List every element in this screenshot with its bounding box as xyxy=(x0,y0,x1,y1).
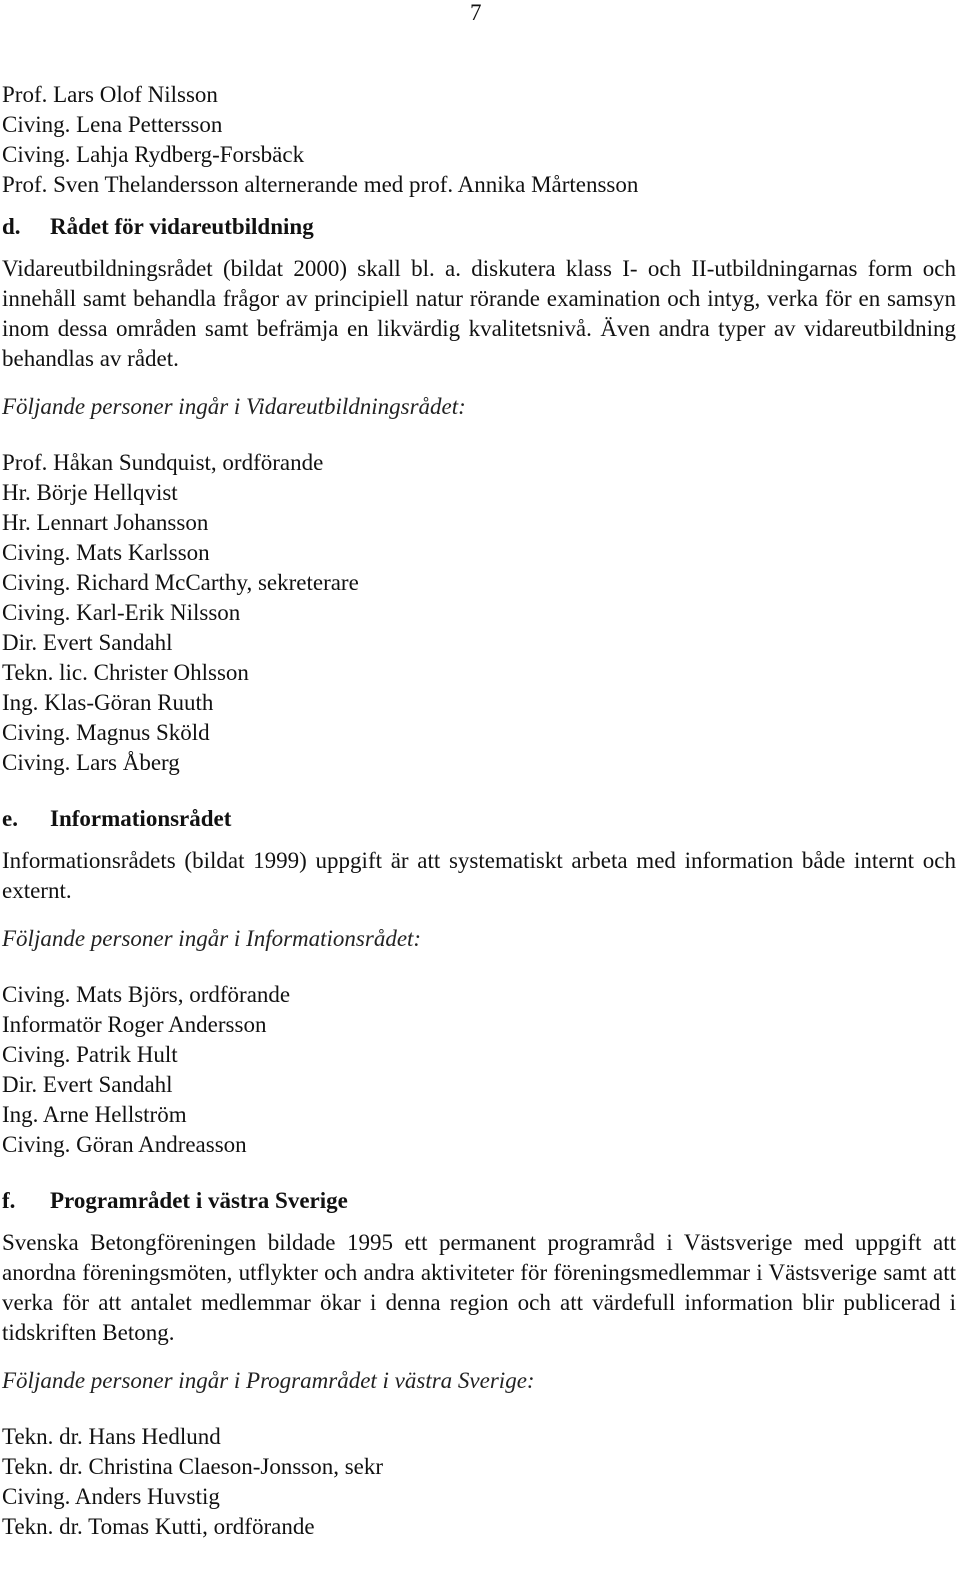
section-f-intro: Följande personer ingår i Programrådet i västra Sverige: xyxy=(2,1368,535,1393)
list-item: Ing. Klas-Göran Ruuth xyxy=(2,690,214,715)
section-letter: e. xyxy=(2,806,18,831)
section-d-body: Vidareutbildningsrådet (bildat 2000) skall bl. a. diskutera klass I- och II-utbildningarnas form och innehåll samt behandla frågor av principiell natur rörande examination och intyg, verka för en samsyn inom dessa områden samt befrämja en likvärdig kvalitetsnivå. Även andra typer av vidareutbildning behandlas av rådet. xyxy=(2,256,956,371)
list-item: Dir. Evert Sandahl xyxy=(2,1072,173,1097)
section-title: Informationsrådet xyxy=(50,806,232,831)
document-body xyxy=(2,80,956,1542)
section-f-body: Svenska Betongföreningen bildade 1995 ett permanent programråd i Västsverige med uppgift att anordna föreningsmöten, utflykter och andra aktiviteter för föreningsmedlemmar i Västsverige samt att verka för att antalet medlemmar ökar i denna region och att värdefull information blir publicerad i tidskriften Betong. xyxy=(2,1230,956,1345)
list-item: Civing. Lahja Rydberg-Forsbäck xyxy=(2,142,305,167)
section-f-heading xyxy=(2,1186,956,1216)
list-item: Tekn. dr. Tomas Kutti, ordförande xyxy=(2,1514,315,1539)
list-item: Civing. Karl-Erik Nilsson xyxy=(2,600,241,625)
section-title: Programrådet i västra Sverige xyxy=(50,1188,348,1213)
section-d-heading xyxy=(2,212,956,242)
list-item: Civing. Lars Åberg xyxy=(2,750,180,775)
page-number: 7 xyxy=(470,0,482,25)
section-e-intro: Följande personer ingår i Informationsrådet: xyxy=(2,926,422,951)
list-item: Prof. Sven Thelandersson alternerande med prof. Annika Mårtensson xyxy=(2,172,639,197)
section-d-members xyxy=(2,448,956,778)
list-item: Dir. Evert Sandahl xyxy=(2,630,173,655)
list-item: Tekn. dr. Hans Hedlund xyxy=(2,1424,221,1449)
list-item: Civing. Göran Andreasson xyxy=(2,1132,247,1157)
list-item: Civing. Anders Huvstig xyxy=(2,1484,220,1509)
section-letter: d. xyxy=(2,214,21,239)
members-list-top xyxy=(2,80,956,200)
list-item: Ing. Arne Hellström xyxy=(2,1102,187,1127)
list-item: Civing. Patrik Hult xyxy=(2,1042,178,1067)
list-item: Civing. Mats Karlsson xyxy=(2,540,210,565)
section-e-heading xyxy=(2,804,956,834)
list-item: Informatör Roger Andersson xyxy=(2,1012,267,1037)
list-item: Tekn. dr. Christina Claeson-Jonsson, sekr xyxy=(2,1454,384,1479)
list-item: Civing. Mats Björs, ordförande xyxy=(2,982,291,1007)
section-f-members xyxy=(2,1422,956,1542)
list-item: Tekn. lic. Christer Ohlsson xyxy=(2,660,249,685)
section-e-members xyxy=(2,980,956,1160)
list-item: Hr. Lennart Johansson xyxy=(2,510,209,535)
list-item: Civing. Magnus Sköld xyxy=(2,720,210,745)
section-d-intro: Följande personer ingår i Vidareutbildningsrådet: xyxy=(2,394,466,419)
list-item: Prof. Lars Olof Nilsson xyxy=(2,82,218,107)
section-letter: f. xyxy=(2,1188,16,1213)
list-item: Prof. Håkan Sundquist, ordförande xyxy=(2,450,324,475)
list-item: Civing. Lena Pettersson xyxy=(2,112,223,137)
section-e-body: Informationsrådets (bildat 1999) uppgift är att systematiskt arbeta med information både internt och externt. xyxy=(2,848,956,903)
list-item: Hr. Börje Hellqvist xyxy=(2,480,178,505)
list-item: Civing. Richard McCarthy, sekreterare xyxy=(2,570,359,595)
section-title: Rådet för vidareutbildning xyxy=(50,214,314,239)
